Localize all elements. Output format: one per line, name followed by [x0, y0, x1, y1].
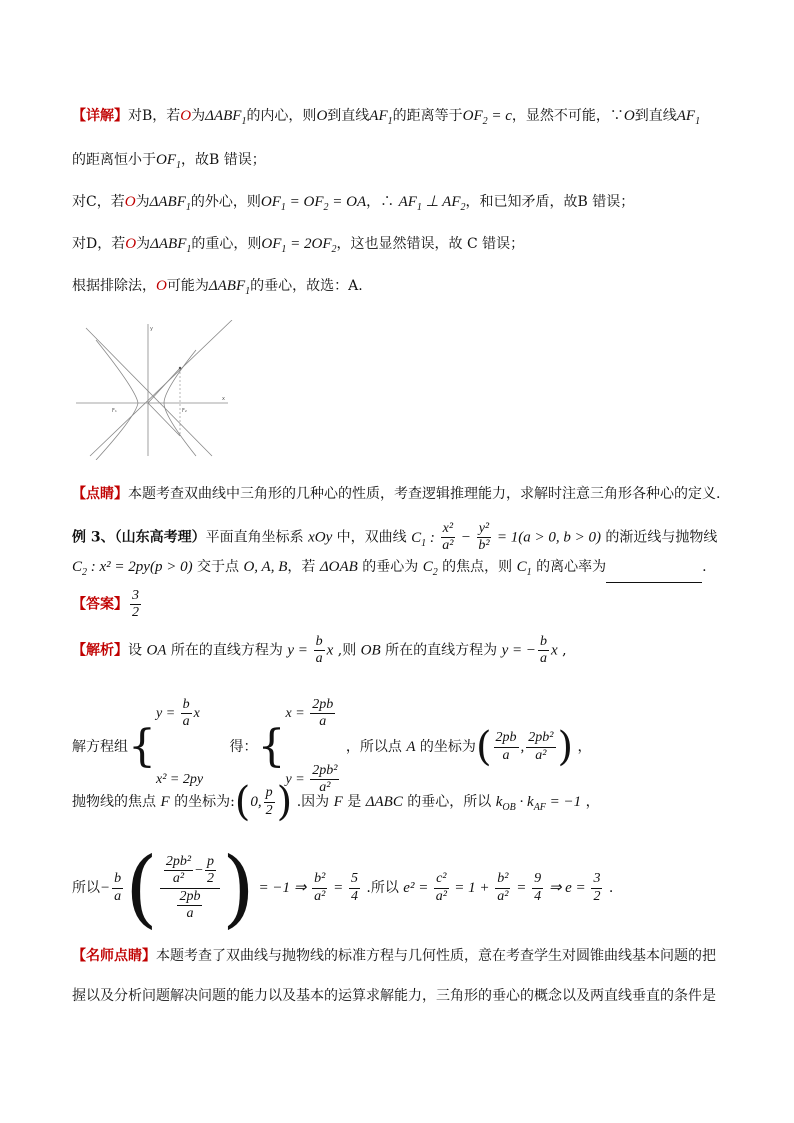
fraction: $\frac{\text{b²}}{\text{a²}}$: [314, 871, 326, 904]
minus: −: [457, 529, 475, 546]
text: ，∴: [366, 194, 399, 210]
math: =: [512, 880, 531, 896]
text: .所以: [361, 880, 404, 896]
math-condition: = 1(a > 0, b > 0): [493, 529, 601, 546]
math-xoy: xOy: [308, 529, 333, 546]
math-F: F: [333, 794, 343, 810]
fraction: $\frac{3}{2}$: [593, 871, 601, 904]
fraction: $\frac{b}{a}$: [539, 634, 547, 667]
fraction: $\frac{p}{2}$: [265, 785, 273, 818]
text: 抛物线的焦点: [72, 794, 161, 810]
math: y = −: [501, 642, 536, 659]
example-3-statement: [72, 521, 717, 559]
detail-tag: 【详解】: [72, 108, 128, 124]
label-y: y: [150, 326, 153, 332]
asymptote-2: [90, 320, 232, 456]
label-x: x: [222, 396, 225, 402]
text: 中，双曲线: [332, 529, 412, 546]
math-oa: OA: [146, 642, 167, 659]
paragraph-conclusion: [72, 276, 363, 302]
paragraph-detail-b-cont: [72, 150, 266, 176]
answer-blank: [606, 568, 702, 583]
text: 所以: [72, 880, 100, 896]
complex-fraction: $\frac{\text{2pb²}}{\text{a²}}$ − $\frac{p}{2}$ $\frac{2pb}{a}$: [160, 854, 220, 921]
math-triangle: ΔOAB: [319, 559, 358, 575]
text: 握以及分析问题解决问题的能力以及基本的运算求解能力，三角形的垂心的概念以及两直线垂直的条件是: [72, 988, 716, 1004]
math-O: O: [124, 194, 136, 210]
comment-tag: 【点睛】: [72, 486, 128, 502]
teacher-comment: [72, 946, 716, 966]
math-triangle: $\Delta ABF_1$: [208, 278, 251, 297]
fraction: $\frac{2pb}{a}$: [495, 730, 517, 763]
fraction: $\frac{9}{4}$: [534, 871, 542, 904]
text: 的外心，则: [190, 194, 261, 210]
text: 本题考查双曲线中三角形的几种心的性质，考查逻辑推理能力，求解时注意三角形各种心的定义.: [128, 486, 721, 502]
analysis-line-4: [72, 840, 613, 936]
answer: [72, 588, 143, 621]
math: =: [329, 880, 347, 896]
fraction: $\frac{\text{x²}}{\text{a²}}$: [442, 521, 454, 554]
paren-right: ): [276, 779, 293, 825]
math: y =: [287, 642, 312, 659]
text: ,: [557, 642, 567, 659]
math-slope-product: $k_{OB} \cdot k_{AF} = -1$: [495, 794, 582, 813]
text: 的垂心，所以: [402, 794, 496, 810]
text: 得：: [229, 739, 258, 755]
example-3-statement-cont: [72, 557, 707, 583]
paren-left: (: [125, 839, 158, 937]
label-f2: F₂: [182, 408, 187, 414]
text: ，故B 错误；: [181, 152, 266, 168]
left-brace: {: [128, 721, 156, 772]
math-equation: $OF_1 = 2OF_2$: [261, 236, 337, 255]
left-brace: {: [257, 721, 286, 772]
math-O: O: [316, 108, 328, 124]
math-points: O, A, B: [243, 559, 288, 575]
math-c2: $C_2$: [422, 559, 438, 578]
text: 的坐标为:: [169, 794, 235, 810]
fraction: $\frac{\text{y²}}{\text{b²}}$: [478, 521, 490, 554]
text: 对C，若: [72, 194, 125, 210]
text: 为: [136, 236, 151, 252]
paren-right: ): [557, 724, 574, 770]
text: 的重心，则: [191, 236, 262, 252]
math-c1: $C_1$ :: [411, 529, 439, 549]
math-af1: $AF_1$: [676, 108, 701, 127]
text: 对B，若: [128, 108, 181, 124]
math: ⇒ e =: [545, 880, 590, 896]
text: 平面直角坐标系: [205, 529, 309, 546]
math-F: F: [160, 794, 170, 810]
text: 所在的直线方程为: [166, 642, 288, 659]
math-O: O: [180, 108, 192, 124]
math-c2: $C_2$ : x² = 2py(p > 0): [72, 559, 193, 578]
math-perpendicular: $AF_1$ ⊥ $AF_2$: [398, 194, 466, 213]
math-of2: $OF_2 = c$: [462, 108, 512, 127]
paren-left: (: [234, 779, 251, 825]
text: 为: [191, 108, 206, 124]
asymptote-1: [86, 328, 212, 456]
text: ,则: [333, 642, 361, 659]
math: 0,: [250, 794, 262, 810]
text: 的垂心为: [357, 559, 423, 575]
text: 的距离等于: [392, 108, 463, 124]
answer-tag: 【答案】: [72, 596, 128, 613]
teacher-comment-cont: [72, 986, 716, 1006]
paren-right: ): [222, 839, 255, 937]
because-symbol: ∵: [609, 108, 624, 124]
math-of1: $OF_1$: [156, 152, 181, 171]
math-triangle: ΔABC: [365, 794, 403, 810]
text: 所在的直线方程为: [380, 642, 502, 659]
paragraph-detail-d: [72, 234, 524, 260]
fraction: $\frac{\text{2pb²}}{\text{a²}}$: [528, 730, 554, 763]
paragraph-comment: [72, 484, 720, 504]
math: x: [550, 642, 558, 659]
text: 为: [135, 194, 150, 210]
text: .因为: [292, 794, 334, 810]
fraction: $\frac{b}{a}$: [114, 871, 122, 904]
paragraph-detail-c: [72, 192, 634, 218]
text: 到直线: [634, 108, 677, 124]
text: 是: [342, 794, 366, 810]
text: ，显然不可能，: [511, 108, 610, 124]
text: ，和已知矛盾，故B 错误；: [465, 194, 635, 210]
teacher-comment-tag: 【名师点睛】: [72, 948, 156, 964]
math-c1: $C_1$: [516, 559, 532, 578]
text: 的离心率为: [531, 559, 607, 575]
text: 设: [128, 642, 147, 659]
minus: −: [100, 880, 111, 896]
math-A: A: [406, 739, 416, 755]
text: ，所以点: [341, 739, 407, 755]
text: 的渐近线与抛物线: [600, 529, 718, 546]
example-label: 例 3、（山东高考理）: [72, 529, 206, 546]
text: 交于点: [192, 559, 244, 575]
text: 到直线: [327, 108, 370, 124]
fraction: $\frac{\text{b²}}{\text{a²}}$: [497, 871, 509, 904]
text: 的焦点，则: [437, 559, 517, 575]
paragraph-detail-b: [72, 106, 700, 132]
paren-left: (: [475, 724, 492, 770]
analysis-tag: 【解析】: [72, 642, 128, 659]
answer-fraction: $\frac{3}{2}$: [132, 588, 139, 621]
hyperbola-figure: [72, 320, 236, 460]
text: ，若: [287, 559, 320, 575]
text: 的坐标为: [415, 739, 476, 755]
analysis-line-1: [72, 634, 567, 667]
math-triangle: $\Delta ABF_1$: [149, 194, 191, 213]
analysis-line-3: [72, 779, 600, 828]
solution-system: x = $\frac{2pb}{a}$ y = $\frac{\text{2pb²}}{\text{a²}}$: [285, 697, 338, 796]
text: ，: [573, 739, 592, 755]
text: 本题考查了双曲线与抛物线的标准方程与几何性质，意在考查学生对圆锥曲线基本问题的把: [156, 948, 716, 964]
math-ob: OB: [360, 642, 381, 659]
math: = 1 +: [450, 880, 494, 896]
math-O: O: [156, 278, 167, 294]
text: 对D，若: [72, 236, 126, 252]
fraction: $\frac{b}{a}$: [315, 634, 323, 667]
math-O: O: [125, 236, 137, 252]
math-equation: $OF_1 = OF_2$ = OA: [260, 194, 367, 213]
math: e² =: [403, 880, 433, 896]
text: 的内心，则: [246, 108, 317, 124]
fraction: $\frac{5}{4}$: [350, 871, 358, 904]
comma: ,: [520, 739, 525, 755]
math: x: [326, 642, 334, 659]
math-O: O: [623, 108, 635, 124]
text: .: [604, 880, 614, 896]
equation-system: y = $\frac{b}{a}$ x x² = 2py: [156, 697, 204, 787]
math-triangle: $\Delta ABF_1$: [205, 108, 247, 127]
text: 可能为: [166, 278, 209, 294]
text: ，: [581, 794, 600, 810]
math: = −1 ⇒: [254, 880, 311, 896]
left-branch: [96, 340, 138, 460]
fraction: $\frac{\text{c²}}{\text{a²}}$: [435, 871, 447, 904]
text: 的距离恒小于: [72, 152, 156, 168]
math-af1: $AF_1$: [369, 108, 393, 127]
text: 根据排除法，: [72, 278, 156, 294]
math-triangle: $\Delta ABF_1$: [150, 236, 192, 255]
text: .: [702, 559, 707, 575]
label-f1: F₁: [112, 408, 117, 414]
text: 解方程组: [72, 739, 128, 755]
text: 的垂心，故选：A.: [250, 278, 363, 294]
text: ，这也显然错误，故 C 错误；: [336, 236, 525, 252]
